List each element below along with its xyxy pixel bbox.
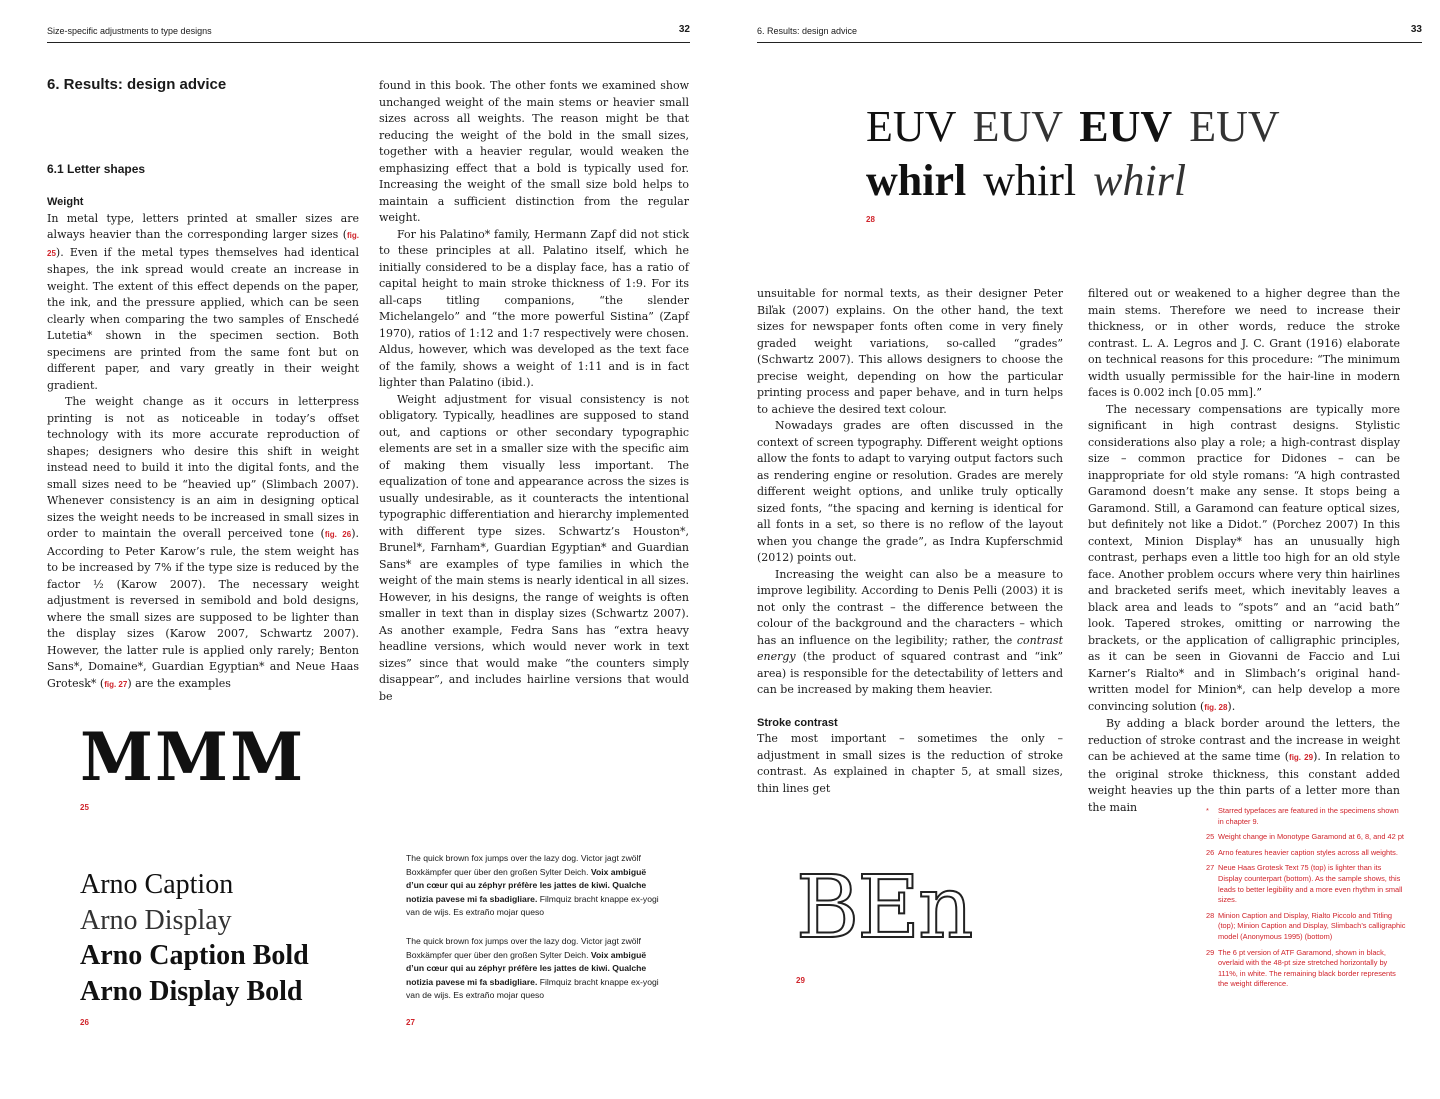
paragraph: The necessary compensations are typically more significant in high contrast designs. Stylistic considerations also play a role; a high-contrast display size – common practice for Didones – can be inappropriate for old style romans: “A high contrasted Garamond doesn’t make any sense. It stops being a Garamond. Still, a Garamond can feature optical sizes, but definitely not like a Didot.” (Porchez 2007) In this context, Minion Display* has an unusually high contrast, perhaps even a little too high for an old style face. Another problem occurs where very thin hairlines and bracketed serifs meet, which inevitably leaves a black area and leads to “spots” and an “acid bath” look. Tapered strokes, omitting or narrowing the brackets, or the application of calligraphic principles, as it can be seen in Giovanni de Faccio and Lui Karner’s Rialto* and in Slimbach’s original hand-written model for Minion*, can help develop a more convincing solution (fig. 28).: [1088, 402, 1400, 713]
paragraph: unsuitable for normal texts, as their designer Peter Biľak (2007) explains. On the other hand, the text sizes for newspaper fonts often come in very finely graded weight variations, so-called “grades” (Schwartz 2007). This allows designers to choose the precise weight, depending on how the particular printing process and paper behave, and in turn helps to achieve the desired text colour.: [757, 287, 1063, 416]
figure-number: 25: [80, 803, 89, 812]
figure-reference[interactable]: fig. 26: [324, 530, 352, 539]
arno-caption: Arno Caption: [80, 869, 234, 900]
page-number: 32: [678, 24, 690, 35]
caption-text: Arno features heavier caption styles across all weights.: [1218, 847, 1398, 857]
euv-minion-caption: EUV: [866, 102, 956, 151]
figure-27-specimen-top: The quick brown fox jumps over the lazy dog. Victor jagt zwölf Boxkämpfer quer über den großen Sylter Deich. Voix ambiguë d’un cœur qui au zéphyr préfère les jattes de kiwi. Qualche notizia pavese mi fa sbadigliare. Filmquiz bracht knappe ex-yogi van de wijs. Es extraño mojar queso: [406, 853, 659, 917]
whirl-calligraphic: whirl: [1093, 156, 1187, 205]
caption-list: [1206, 806, 1406, 995]
paragraph: By adding a black border around the letters, the reduction of stroke contrast and the increase in weight can be achieved at the same time (fig. 29). In relation to the original stroke thickness, this constant added weight heavies up the thin parts of a letter more than the main: [1088, 717, 1401, 814]
paragraph: Weight adjustment for visual consistency is not obligatory. Typically, headlines are supposed to stand out, and captions or other secondary typographic elements are set in a smaller size with the specific aim of making them visually less important. The equalization of tone and appearance across the sizes is usually undesirable, as it counteracts the intentional typographic differentiation and hierarchy implemented with different type sizes. Schwartz’s Houston*, Brunel*, Farnham*, Guardian Egyptian* and Guardian Sans* are examples of type families in which the weight of the main stems is nearly identical in all sizes. However, in his designs, the range of weights is often smaller in text than in display sizes (Schwartz 2007). As another example, Fedra Sans has “extra heavy headline versions, which would never work in text sizes” since that would make “the counters simply disappear”, and includes hairline versions that would be: [379, 392, 689, 703]
figure-28-specimen: [866, 100, 1280, 208]
subhead-weight: Weight: [47, 196, 84, 208]
caption-text: Weight change in Monotype Garamond at 6, 8, and 42 pt: [1218, 832, 1404, 842]
caption-number: 28: [1206, 910, 1215, 920]
figure-caption: [1206, 863, 1406, 905]
arno-display: Arno Display: [80, 904, 232, 936]
figure-caption: [1206, 848, 1406, 859]
paragraph: filtered out or weakened to a higher degree than the main stems. Therefore we need to increase their thickness, or in other words, reduce the stroke contrast. L. A. Legros and J. C. Grant (1916) elaborate on technical reasons for this procedure: “The minimum width usually permissible for the hair-line in modern faces is 0.002 inch [0.05 mm].”: [1088, 287, 1400, 399]
caption-number: *: [1206, 806, 1209, 815]
figure-reference[interactable]: fig. 29: [1289, 753, 1314, 762]
figure-number: 29: [796, 976, 805, 985]
figure-number: 28: [866, 215, 875, 224]
figure-number: 26: [80, 1018, 89, 1027]
paragraph: The most important – sometimes the only – adjustment in small sizes is the reduction of stroke contrast. As explained in chapter 5, at small sizes, thin lines get: [757, 732, 1063, 795]
figure-caption: [1206, 948, 1406, 990]
chapter-title: 6. Results: design advice: [47, 76, 227, 93]
right-page: [720, 0, 1440, 1099]
caption-number: 27: [1206, 863, 1215, 873]
caption-number: 29: [1206, 947, 1215, 957]
arno-caption-bold: Arno Caption Bold: [80, 940, 309, 971]
figure-27-specimen-bottom: The quick brown fox jumps over the lazy dog. Victor jagt zwölf Boxkämpfer quer über den großen Sylter Deich. Voix ambiguë d’un cœur qui au zéphyr préfère les jattes de kiwi. Qualche notizia pavese mi fa sbadigliare. Filmquiz bracht knappe ex-yogi van de wijs. Es extraño mojar queso: [406, 936, 659, 1000]
figure-29-specimen: BEn: [796, 858, 972, 958]
paragraph: Nowadays grades are often discussed in the context of screen typography. Different weight options allow the fonts to adapt to varying output factors such as rendering engine or resolution. Grades are merely different weight options, and unlike truly optically sized fonts, “the spacing and kerning is identical for all fonts in a set, so there is no reflow of the layout when you change the grade”, as Indra Kupferschmid (2012) points out.: [757, 419, 1063, 564]
running-head-title: 6. Results: design advice: [757, 26, 858, 36]
euv-minion-display: EUV: [972, 102, 1063, 151]
euv-rialto-piccolo: EUV: [1079, 102, 1173, 151]
euv-rialto-titling: EUV: [1189, 102, 1280, 151]
caption-number: 25: [1206, 832, 1215, 842]
running-head: [757, 24, 1422, 43]
running-head: [47, 24, 690, 43]
paragraph: found in this book. The other fonts we examined show unchanged weight of the main stems or heavier small sizes across all weights. The reason might be that reducing the weight of the bold in the small sizes, together with a heavier regular, would weaken the emphasizing effect that a bold is typically used for. Increasing the weight of the small size bold helps to maintain a sufficient distinction from the regular weight.: [379, 79, 689, 224]
caption-text: Minion Caption and Display, Rialto Piccolo and Titling (top); Minion Caption and Display, Slimbach’s calligraphic model (Anonymous 1995) (bottom): [1218, 910, 1406, 941]
figure-caption: [1206, 832, 1406, 843]
figure-reference[interactable]: fig. 28: [1204, 702, 1228, 712]
euv-row: [866, 100, 1280, 154]
figure-reference[interactable]: fig. 27: [104, 679, 128, 689]
running-head-title: Size-specific adjustments to type designs: [47, 26, 212, 36]
figure-number: 27: [406, 1018, 415, 1027]
figure-26-specimen: [80, 867, 309, 1009]
paragraph: In metal type, letters printed at smaller sizes are always heavier than the corresponding larger sizes (fig. 25). Even if the metal types themselves had identical shapes, the ink spread would create an increase in weight. The extent of this effect depends on the paper, the ink, and the pressure applied, which can be seen clearly when comparing the two samples of Enschedé Lutetia* shown in the specimen section. Both specimens are printed from the same font but on different paper, and vary greatly in their weight gradient.: [47, 211, 359, 392]
whirl-display: whirl: [983, 156, 1077, 205]
figure-25-specimen: MMM: [80, 718, 306, 796]
right-column-2: [1088, 286, 1400, 816]
right-column-1: [757, 286, 1063, 797]
caption-number: 26: [1206, 847, 1215, 857]
whirl-caption: whirl: [866, 156, 967, 205]
whirl-row: [866, 154, 1280, 208]
figure-reference[interactable]: fig. 25: [47, 231, 359, 258]
left-column-2: [379, 78, 689, 705]
paragraph: The weight change as it occurs in letterpress printing is not as noticeable in today’s offset technology with its more accurate reproduction of shapes; designers who desire this shift in weight instead need to build it into the digital fonts, and the small sizes need to be “heavied up” (Slimbach 2007). Whenever consistency is an aim in designing optical sizes the weight needs to be increased in small sizes in order to maintain the overall perceived tone (fig. 26). According to Peter Karow’s rule, the stem weight has to be increased by 7% if the type size is reduced by the factor ½ (Karow 2007). The necessary weight adjustment is reversed in semibold and bold designs, where the small sizes are supposed to be lighter than the display sizes (Karow 2007, Schwartz 2007). However, the latter rule is applied only rarely; Benton Sans*, Domaine*, Guardian Egyptian* and Neue Haas Grotesk* (fig. 27) are the examples: [47, 395, 359, 690]
figure-caption: [1206, 911, 1406, 943]
left-column-1: [47, 194, 359, 693]
caption-text: Starred typefaces are featured in the specimens shown in chapter 9.: [1218, 806, 1399, 826]
section-title: 6.1 Letter shapes: [47, 162, 146, 176]
arno-display-bold: Arno Display Bold: [80, 975, 303, 1007]
figure-caption: [1206, 806, 1406, 827]
paragraph: Increasing the weight can also be a measure to improve legibility. According to Denis Pelli (2003) it is not only the contrast – the difference between the colour of the background and the characters – which has an influence on the legibility; rather, the contrast energy (the product of squared contrast and “ink” area) is responsible for the detectability of letters and can be increased by making them heavier.: [757, 567, 1063, 696]
paragraph: For his Palatino* family, Hermann Zapf did not stick to these principles at all. Palatino itself, which he initially considered to be a display face, has a ratio of capital height to main stroke thickness of 1:9. For its all-caps titling companions, “the slender Michelangelo” and “the more powerful Sistina” (Zapf 1970), ratios of 1:12 and 1:7 respectively were chosen. Aldus, however, which was developed as the text face of the family, shows a weight of 1:11 and is in fact lighter than Palatino (ibid.).: [379, 227, 689, 389]
caption-text: The 6 pt version of ATF Garamond, shown in black, overlaid with the 48-pt size stretched horizontally by 111%, in white. The remaining black border represents the weight difference.: [1218, 947, 1396, 989]
caption-text: Neue Haas Grotesk Text 75 (top) is lighter than its Display counterpart (bottom). As the sample shows, this leads to better legibility and a more even rhythm in small sizes.: [1218, 863, 1403, 905]
page-number: 33: [1410, 24, 1422, 35]
subhead-stroke-contrast: Stroke contrast: [757, 716, 838, 729]
